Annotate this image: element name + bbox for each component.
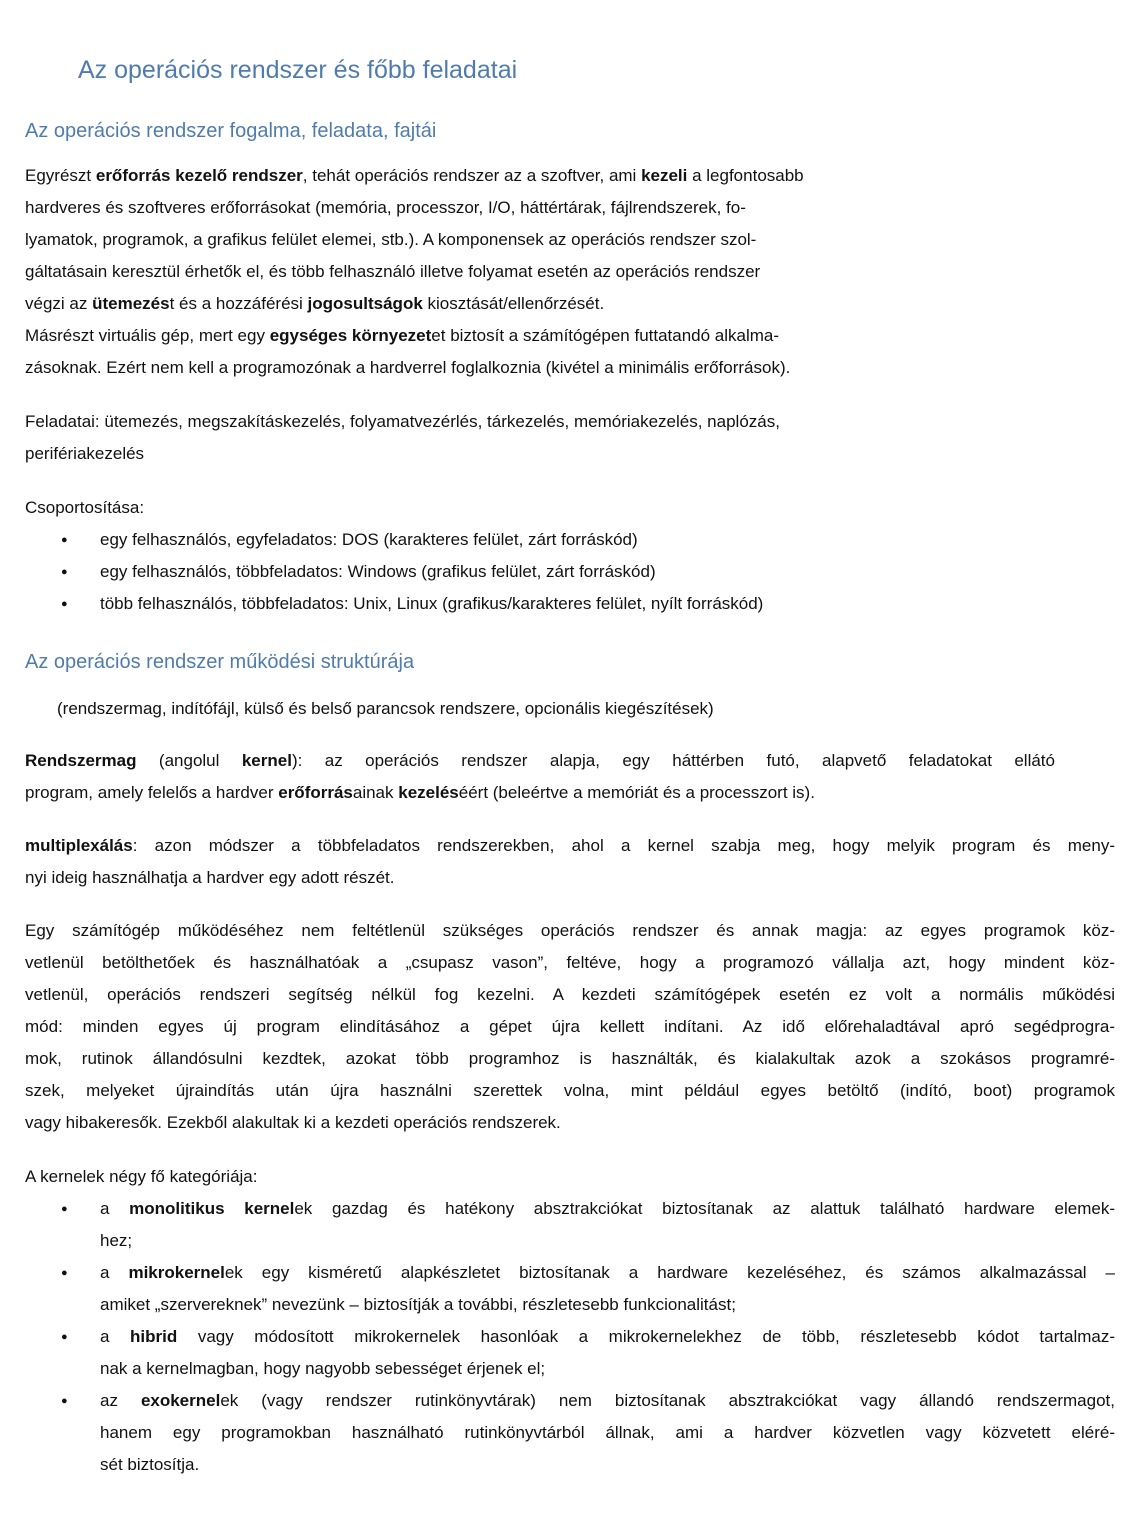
- text-run: a: [100, 1199, 130, 1218]
- text-run: az: [100, 1391, 141, 1410]
- text-run: nak a kernelmagban, hogy nagyobb sebességet érjenek el;: [100, 1359, 546, 1378]
- bold-term: jogosultságok: [307, 294, 423, 313]
- paragraph-grouping-label: [25, 492, 1115, 524]
- bold-term: kernel: [241, 751, 292, 770]
- paragraph-multiplexing: [25, 830, 1115, 894]
- text-run: nyi ideig használhatja a hardver egy adott részét.: [25, 868, 395, 887]
- text-run: a: [100, 1327, 131, 1346]
- text-run: ainak: [352, 783, 399, 802]
- text-line: [25, 1161, 1115, 1193]
- text-run: Csoportosítása:: [25, 498, 145, 517]
- bullet-icon: ●: [61, 1203, 68, 1215]
- text-run: Egy számítógép működéséhez nem feltétlenül szükséges operációs rendszer és annak magja: az egyes programok köz-: [25, 921, 1115, 940]
- bullet-icon: ●: [61, 566, 68, 578]
- text-line: [57, 693, 1139, 725]
- text-run: program, amely felelős a hardver: [25, 783, 279, 802]
- text-run: vetlenül, operációs rendszeri segítség nélkül fog kezelni. A kezdeti számítógépek esetén ez volt a normális működési: [25, 985, 1115, 1004]
- text-run: végzi az: [25, 294, 93, 313]
- text-run: hanem egy programokban használható rutinkönyvtárból állnak, ami a hardver közvetlen vagy közvetett eléré-: [100, 1423, 1115, 1442]
- bullet-icon: ●: [61, 1331, 68, 1343]
- bold-term: exokernel: [140, 1391, 221, 1410]
- text-line: [25, 320, 1115, 352]
- text-line: [25, 745, 1055, 777]
- bullet-icon: ●: [61, 1267, 68, 1279]
- bold-term: multiplexálás: [25, 836, 133, 855]
- text-line: [25, 256, 1115, 288]
- text-line: [25, 406, 1115, 438]
- text-line: [25, 915, 1115, 947]
- paragraph-history: [25, 915, 1115, 1139]
- text-line: [25, 1075, 1115, 1107]
- text-line: [100, 1193, 1115, 1225]
- text-run: gáltatásain keresztül érhetők el, és több felhasználó illetve folyamat esetén az operációs rendszer: [25, 262, 761, 281]
- bold-term: Rendszermag: [25, 751, 137, 770]
- list-item: [25, 524, 1115, 556]
- bold-term: hibrid: [130, 1327, 178, 1346]
- text-run: vagy módosított mikrokernelek hasonlóak a mikrokernelekhez de több, részletesebb kódot tartalmaz-: [177, 1327, 1115, 1346]
- text-line: [100, 1353, 1115, 1385]
- text-run: amiket „szervereknek” nevezünk – biztosítják a további, részletesebb funkcionalitást;: [100, 1295, 736, 1314]
- bold-term: mikrokernel: [128, 1263, 225, 1282]
- text-run: vetlenül betölthetőek és használhatóak a „csupasz vason”, feltéve, hogy a programozó vállalja azt, hogy mindent köz-: [25, 953, 1115, 972]
- section-heading: Az operációs rendszer működési struktúrája: [25, 651, 415, 673]
- bold-term: kezelés: [398, 783, 459, 802]
- text-run: hardveres és szoftveres erőforrásokat (memória, processzor, I/O, háttértárak, fájlrendszerek, fo-: [25, 198, 746, 217]
- text-run: A kernelek négy fő kategóriája:: [25, 1167, 258, 1186]
- text-line: [25, 947, 1115, 979]
- text-run: egy felhasználós, egyfeladatos: DOS (karakteres felület, zárt forráskód): [100, 530, 638, 549]
- text-run: éért (beleértve a memóriát és a processzort is).: [458, 783, 815, 802]
- text-run: t és a hozzáférési: [169, 294, 308, 313]
- list-item: [25, 1321, 1115, 1385]
- text-run: Másrészt virtuális gép, mert egy: [25, 326, 270, 345]
- bullet-icon: ●: [61, 534, 68, 546]
- list-item: [25, 1193, 1115, 1257]
- paragraph-tasks: [25, 406, 1115, 470]
- list-grouping: [25, 524, 1115, 620]
- text-run: sét biztosítja.: [100, 1455, 200, 1474]
- bullet-icon: ●: [61, 598, 68, 610]
- text-run: Egyrészt: [25, 166, 96, 185]
- text-run: hez;: [100, 1231, 133, 1250]
- text-line: [25, 830, 1115, 862]
- paragraph-kernel-categories: [25, 1161, 1115, 1193]
- text-line: [25, 1043, 1115, 1075]
- text-run: a: [100, 1263, 129, 1282]
- text-line: [100, 1449, 1115, 1481]
- text-line: [25, 1011, 1115, 1043]
- bold-term: erőforrás kezelő rendszer: [95, 166, 303, 185]
- text-run: ): az operációs rendszer alapja, egy háttérben futó, alapvető feladatokat ellátó: [291, 751, 1055, 770]
- text-run: mok, rutinok állandósulni kezdtek, azokat több programhoz is használták, és kialakultak azok a szokásos programré-: [25, 1049, 1115, 1068]
- text-run: vagy hibakeresők. Ezekből alakultak ki a kezdeti operációs rendszerek.: [25, 1113, 561, 1132]
- text-line: [100, 556, 1115, 588]
- text-line: [100, 1257, 1115, 1289]
- text-run: lyamatok, programok, a grafikus felület elemei, stb.). A komponensek az operációs rendszer szol-: [25, 230, 757, 249]
- text-run: perifériakezelés: [25, 444, 145, 463]
- list-item: [25, 1257, 1115, 1321]
- text-line: [100, 524, 1115, 556]
- text-run: több felhasználós, többfeladatos: Unix, Linux (grafikus/karakteres felület, nyílt forráskód): [100, 594, 764, 613]
- text-line: [25, 777, 1055, 809]
- paragraph-kernel: [25, 745, 1055, 809]
- paragraph-structure: [57, 693, 1139, 725]
- text-line: [25, 224, 1115, 256]
- text-line: [100, 588, 1115, 620]
- bullet-icon: ●: [61, 1395, 68, 1407]
- text-line: [100, 1289, 1115, 1321]
- bold-term: egységes környezet: [269, 326, 432, 345]
- text-line: [100, 1385, 1115, 1417]
- text-run: (angolul: [136, 751, 242, 770]
- bold-term: erőforrás: [278, 783, 353, 802]
- text-line: [25, 862, 1115, 894]
- text-run: Feladatai: ütemezés, megszakításkezelés, folyamatvezérlés, tárkezelés, memóriakezelés, naplózás,: [25, 412, 780, 431]
- text-run: zásoknak. Ezért nem kell a programozónak a hardverrel foglalkoznia (kivétel a minimális erőforrások).: [25, 358, 791, 377]
- text-line: [100, 1225, 1115, 1257]
- bold-term: monolitikus kernel: [129, 1199, 295, 1218]
- text-line: [25, 1107, 1115, 1139]
- section-heading: Az operációs rendszer fogalma, feladata, fajtái: [25, 120, 437, 142]
- text-line: [25, 979, 1115, 1011]
- text-run: ek gazdag és hatékony absztrakciókat biztosítanak az alattuk található hardware elemek-: [294, 1199, 1116, 1218]
- document-title: Az operációs rendszer és főbb feladatai: [78, 56, 518, 84]
- list-item: [25, 1385, 1115, 1481]
- text-line: [100, 1321, 1115, 1353]
- text-line: [25, 288, 1115, 320]
- list-item: [25, 556, 1115, 588]
- bold-term: ütemezés: [92, 294, 170, 313]
- list-kernel-categories: [25, 1193, 1115, 1481]
- text-run: a legfontosabb: [687, 166, 804, 185]
- text-run: ek egy kisméretű alapkészletet biztosítanak a hardware kezeléséhez, és számos alkalmazással –: [224, 1263, 1116, 1282]
- text-line: [25, 492, 1115, 524]
- text-run: (rendszermag, indítófájl, külső és belső parancsok rendszere, opcionális kiegészítések): [57, 699, 714, 718]
- text-line: [25, 438, 1115, 470]
- text-run: et biztosít a számítógépen futtatandó alkalma-: [431, 326, 780, 345]
- text-line: [25, 160, 1115, 192]
- bold-term: kezeli: [641, 166, 688, 185]
- text-run: ek (vagy rendszer rutinkönyvtárak) nem biztosítanak absztrakciókat vagy állandó rendszermagot,: [220, 1391, 1115, 1410]
- text-line: [25, 352, 1115, 384]
- text-run: szek, melyeket újraindítás után újra használni szerettek volna, mint például egyes betöltő (indító, boot) programok: [25, 1081, 1115, 1100]
- text-run: : azon módszer a többfeladatos rendszerekben, ahol a kernel szabja meg, hogy melyik program és meny-: [132, 836, 1115, 855]
- text-run: mód: minden egyes új program elindításához a gépet újra kellett indítani. Az idő előrehaladtával apró segédprogra-: [25, 1017, 1115, 1036]
- text-line: [25, 192, 1115, 224]
- text-line: [100, 1417, 1115, 1449]
- text-run: egy felhasználós, többfeladatos: Windows (grafikus felület, zárt forráskód): [100, 562, 656, 581]
- paragraph-definition: [25, 160, 1115, 384]
- list-item: [25, 588, 1115, 620]
- text-run: kiosztását/ellenőrzését.: [422, 294, 605, 313]
- text-run: , tehát operációs rendszer az a szoftver, ami: [302, 166, 642, 185]
